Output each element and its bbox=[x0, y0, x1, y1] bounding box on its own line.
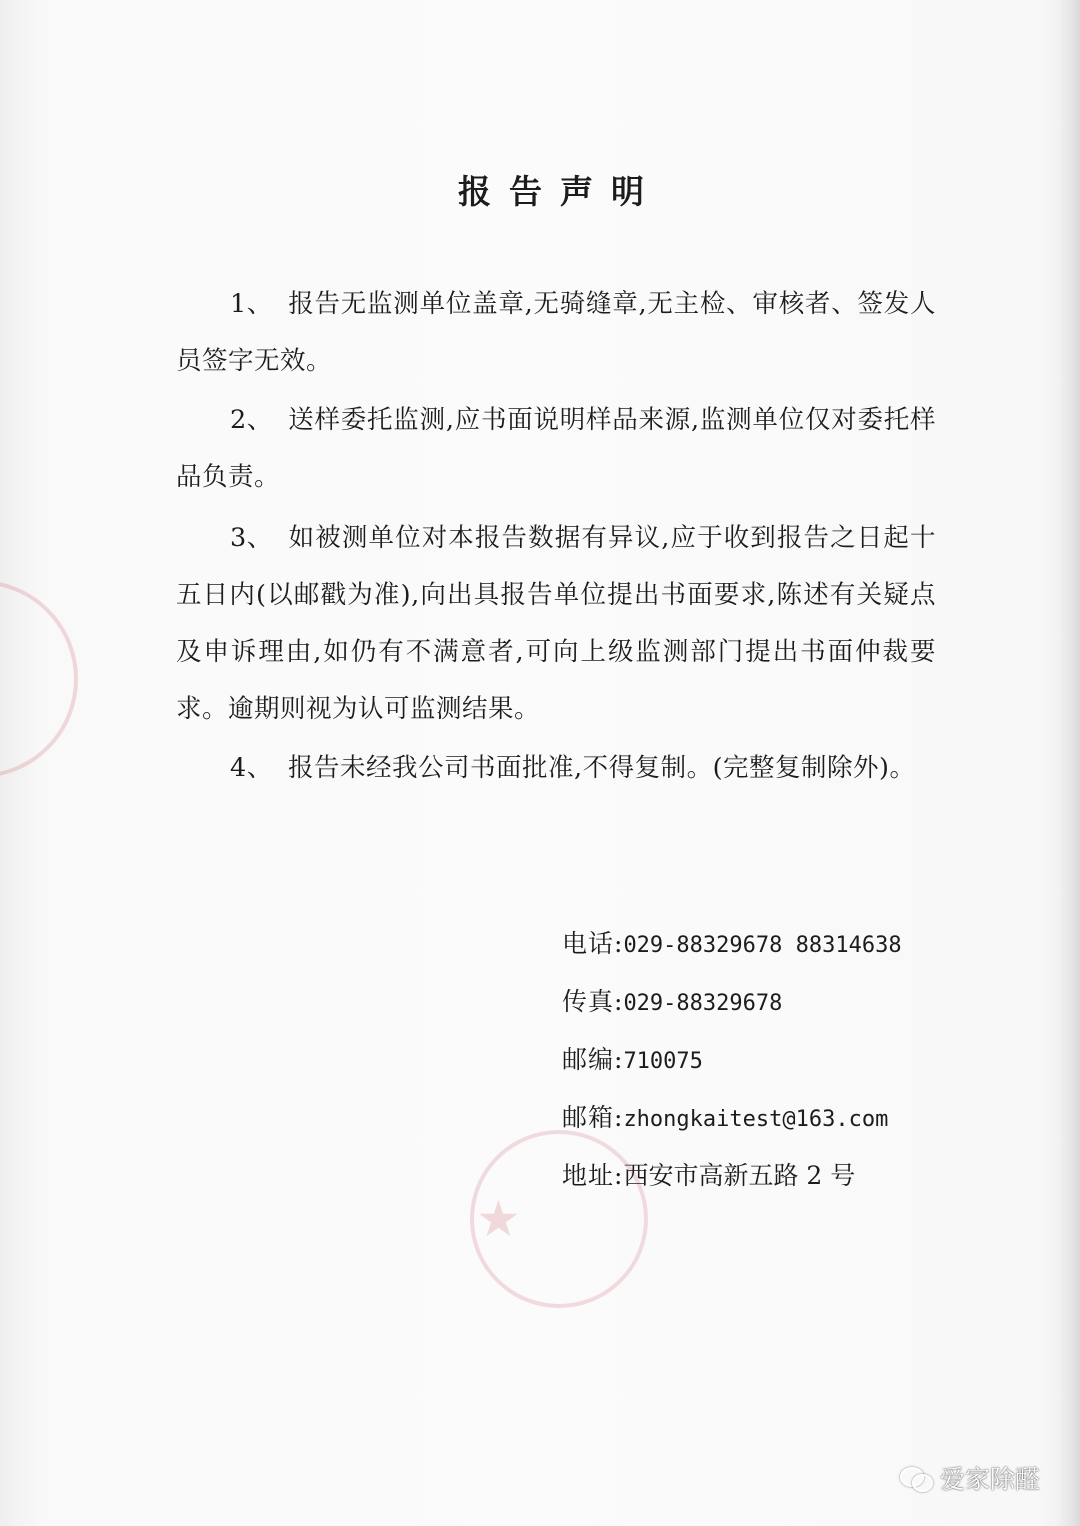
contact-postcode bbox=[562, 1042, 1042, 1080]
watermark-text: 爱家除醛 bbox=[940, 1465, 1041, 1494]
telephone-label: 电话: bbox=[562, 929, 624, 958]
account-watermark bbox=[900, 1458, 1040, 1498]
contact-email bbox=[562, 1100, 1042, 1138]
contact-address bbox=[562, 1158, 1042, 1194]
fax-value: 029-88329678 bbox=[623, 991, 783, 1016]
clause-2 bbox=[176, 392, 936, 506]
clause-number: 4、 bbox=[230, 753, 273, 783]
page-edge-shadow bbox=[1058, 0, 1080, 1526]
clause-text: 如被测单位对本报告数据有异议,应于收到报告之日起十五日内(以邮戳为准),向出具报告单位提出书面要求,陈述有关疑点及申诉理由,如仍有不满意者,可向上级监测部门提出书面仲裁要求。逾期则视为认可监测结果。 bbox=[176, 523, 936, 724]
address-value: 西安市高新五路 2 号 bbox=[623, 1161, 856, 1190]
email-value: zhongkaitest@163.com bbox=[623, 1107, 889, 1132]
clause-number: 2、 bbox=[230, 405, 273, 435]
telephone-value: 029-88329678 88314638 bbox=[623, 933, 902, 958]
wechat-icon bbox=[900, 1465, 934, 1491]
clause-3 bbox=[176, 510, 936, 738]
clause-text: 报告未经我公司书面批准,不得复制。(完整复制除外)。 bbox=[288, 753, 916, 783]
email-label: 邮箱: bbox=[562, 1103, 624, 1132]
fax-label: 传真: bbox=[562, 987, 624, 1016]
contact-fax bbox=[562, 984, 1042, 1022]
postcode-value: 710075 bbox=[623, 1049, 703, 1074]
clause-1 bbox=[176, 276, 936, 390]
contact-telephone bbox=[562, 926, 1042, 964]
address-label: 地址: bbox=[562, 1161, 624, 1190]
seal-star-icon: ★ bbox=[476, 1190, 521, 1248]
clause-4 bbox=[176, 740, 936, 797]
clause-number: 1、 bbox=[230, 289, 273, 319]
red-seal-stamp-left bbox=[0, 580, 78, 778]
clause-number: 3、 bbox=[230, 523, 273, 553]
postcode-label: 邮编: bbox=[562, 1045, 624, 1074]
clause-text: 送样委托监测,应书面说明样品来源,监测单位仅对委托样品负责。 bbox=[176, 405, 936, 492]
clause-text: 报告无监测单位盖章,无骑缝章,无主检、审核者、签发人员签字无效。 bbox=[176, 289, 936, 376]
document-title: 报告声明 bbox=[458, 172, 662, 211]
